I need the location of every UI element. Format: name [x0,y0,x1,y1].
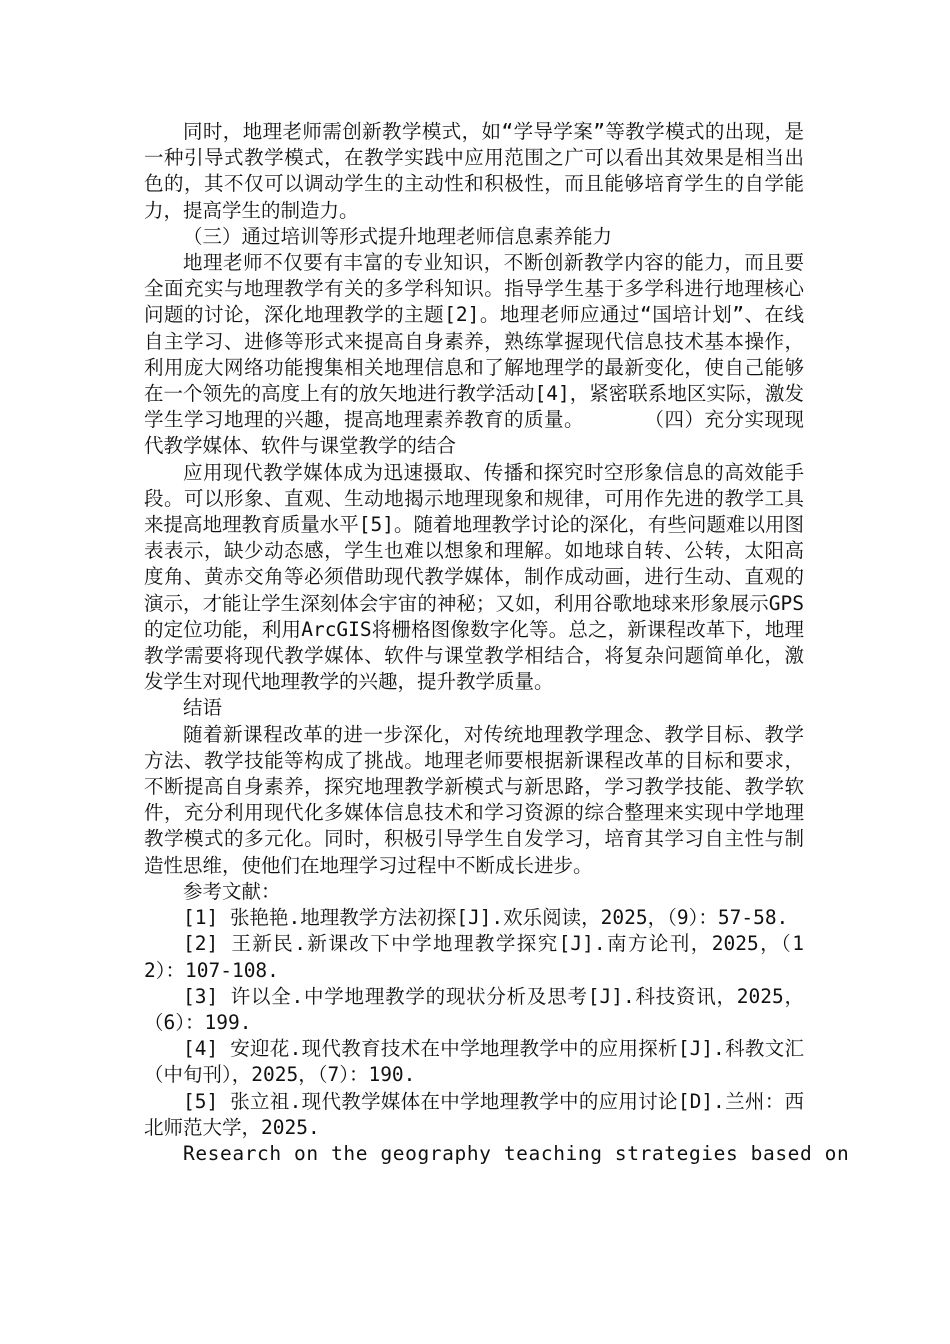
section-heading-3: （三）通过培训等形式提升地理老师信息素养能力 [183,224,613,248]
references-heading: 参考文献： [183,879,281,903]
reference-item: [1] 张艳艳.地理教学方法初探[J].欢乐阅读，2025，（9）：57-58. [183,906,789,930]
conclusion-heading: 结语 [183,696,223,720]
english-title-line: Research on the geography teaching strategies based on [183,1141,850,1165]
paragraph-teaching-media: 应用现代教学媒体成为迅速摄取、传播和探究时空形象信息的高效能手段。可以形象、直观、生动地揭示地理现象和规律，可用作先进的教学工具来提高地理教育质量水平[5]。随着地理教学讨论的深化，有些问题难以用图表表示，缺少动态感，学生也难以想象和理解。如地球自转、公转，太阳高度角、黄赤交角等必须借助现代教学媒体，制作成动画，进行生动、直观的演示，才能让学生深刻体会宇宙的神秘；又如，利用谷歌地球来形象展示GPS的定位功能，利用ArcGIS将栅格图像数字化等。总之，新课程改革下，地理教学需要将现代教学媒体、软件与课堂教学相结合，将复杂问题简单化，激发学生对现代地理教学的兴趣，提升教学质量。 [144,460,804,694]
reference-item: [3] 许以全.中学地理教学的现状分析及思考[J].科技资讯，2025，（6）：199. [144,984,804,1034]
paragraph-teaching-mode: 同时，地理老师需创新教学模式，如“学导学案”等教学模式的出现，是一种引导式教学模式，在教学实践中应用范围之广可以看出其效果是相当出色的，其不仅可以调动学生的主动性和积极性，而且能够培育学生的自学能力，提高学生的制造力。 [144,120,804,222]
reference-item: [5] 张立祖.现代教学媒体在中学地理教学中的应用讨论[D].兰州：西北师范大学，2025. [144,1089,804,1139]
paragraph-conclusion: 随着新课程改革的进一步深化，对传统地理教学理念、教学目标、教学方法、教学技能等构成了挑战。地理老师要根据新课程改革的目标和要求，不断提高自身素养，探究地理教学新模式与新思路，学习教学技能、教学软件，充分利用现代化多媒体信息技术和学习资源的综合整理来实现中学地理教学模式的多元化。同时，积极引导学生自发学习，培育其学习自主性与制造性思维，使他们在地理学习过程中不断成长进步。 [144,722,804,877]
document-page [144,119,850,1167]
reference-item: [2] 王新民.新课改下中学地理教学探究[J].南方论刊，2025，（12）：107-108. [144,932,804,982]
reference-item: [4] 安迎花.现代教育技术在中学地理教学中的应用探析[J].科教文汇（中旬刊），2025，（7）：190. [144,1037,804,1087]
reference-list [144,905,804,1141]
paragraph-teacher-literacy: 地理老师不仅要有丰富的专业知识，不断创新教学内容的能力，而且要全面充实与地理教学有关的多学科知识。指导学生基于多学科进行地理核心问题的讨论，深化地理教学的主题[2]。地理老师应通过“国培计划”、在线自主学习、进修等形式来提高自身素养，熟练掌握现代信息技术基本操作，利用庞大网络功能搜集相关地理信息和了解地理学的最新变化，使自己能够在一个领先的高度上有的放矢地进行教学活动[4]，紧密联系地区实际，激发学生学习地理的兴趣，提高地理素养教育的质量。 （四）充分实现现代教学媒体、软件与课堂教学的结合 [144,251,804,458]
